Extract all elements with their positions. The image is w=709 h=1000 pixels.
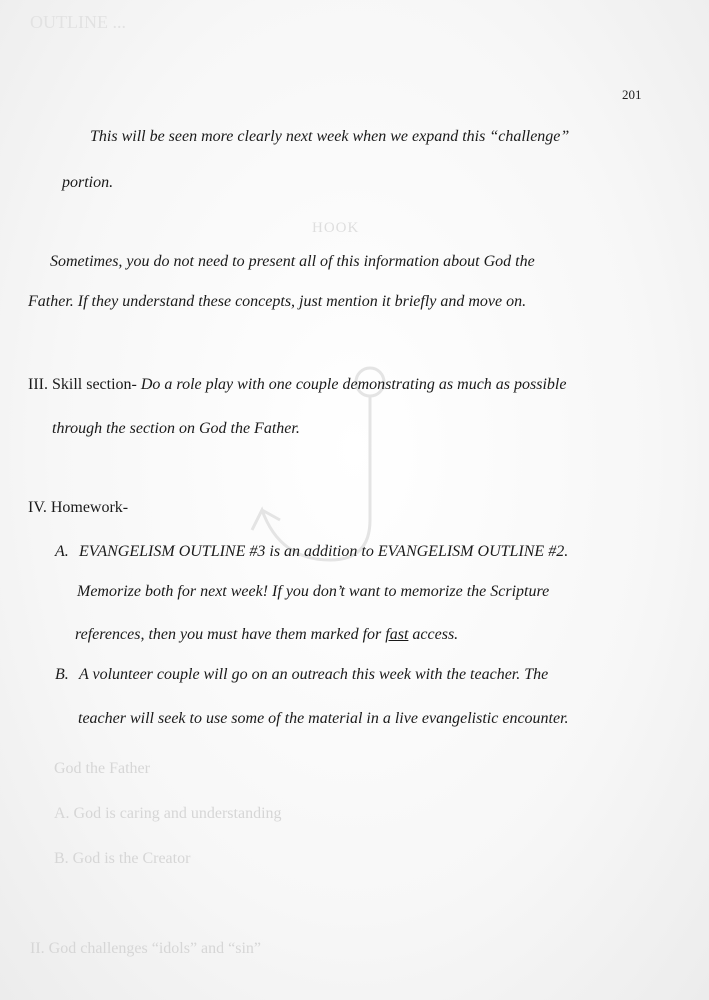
paragraph-1-line-1: This will be seen more clearly next week when we expand this “challenge” xyxy=(90,128,570,145)
homework-heading: IV. Homework- xyxy=(28,499,129,516)
homework-item-a-label: A. xyxy=(55,543,69,560)
paragraph-1-line-2: portion. xyxy=(62,174,114,191)
skill-section-text: Do a role play with one couple demonstrating as much as possible xyxy=(140,376,567,393)
bleed-through-hook-heading: HOOK xyxy=(312,220,360,236)
bleed-through-line-1: God the Father xyxy=(54,760,150,777)
homework-item-a-line-3 xyxy=(75,626,458,644)
page-number: 201 xyxy=(622,87,642,102)
skill-section-line-1 xyxy=(28,376,566,394)
homework-item-b-line-1: A volunteer couple will go on an outreach this week with the teacher. The xyxy=(79,666,549,683)
bleed-through-line-3: B. God is the Creator xyxy=(54,850,191,867)
homework-item-b-label: B. xyxy=(55,666,69,683)
bleed-through-top-text: OUTLINE ... xyxy=(30,12,126,32)
skill-section-heading: III. Skill section- xyxy=(28,376,137,393)
homework-item-b-line-2: teacher will seek to use some of the material in a live evangelistic encounter. xyxy=(78,710,569,727)
bleed-through-line-4: II. God challenges “idols” and “sin” xyxy=(30,940,262,957)
homework-item-a-line-3-start: references, then you must have them marked for xyxy=(75,626,386,643)
paragraph-2-line-2: Father. If they understand these concepts, just mention it briefly and move on. xyxy=(28,293,527,310)
bleed-through-line-2: A. God is caring and understanding xyxy=(54,805,282,822)
homework-item-a-line-3-end: access. xyxy=(408,626,459,643)
homework-item-a-line-1: EVANGELISM OUTLINE #3 is an addition to EVANGELISM OUTLINE #2. xyxy=(79,543,569,560)
skill-section-line-2: through the section on God the Father. xyxy=(52,420,300,437)
homework-item-a-line-2: Memorize both for next week! If you don’t want to memorize the Scripture xyxy=(77,583,550,600)
paragraph-2-line-1: Sometimes, you do not need to present all of this information about God the xyxy=(50,253,535,270)
fast-emphasis: fast xyxy=(385,626,409,643)
